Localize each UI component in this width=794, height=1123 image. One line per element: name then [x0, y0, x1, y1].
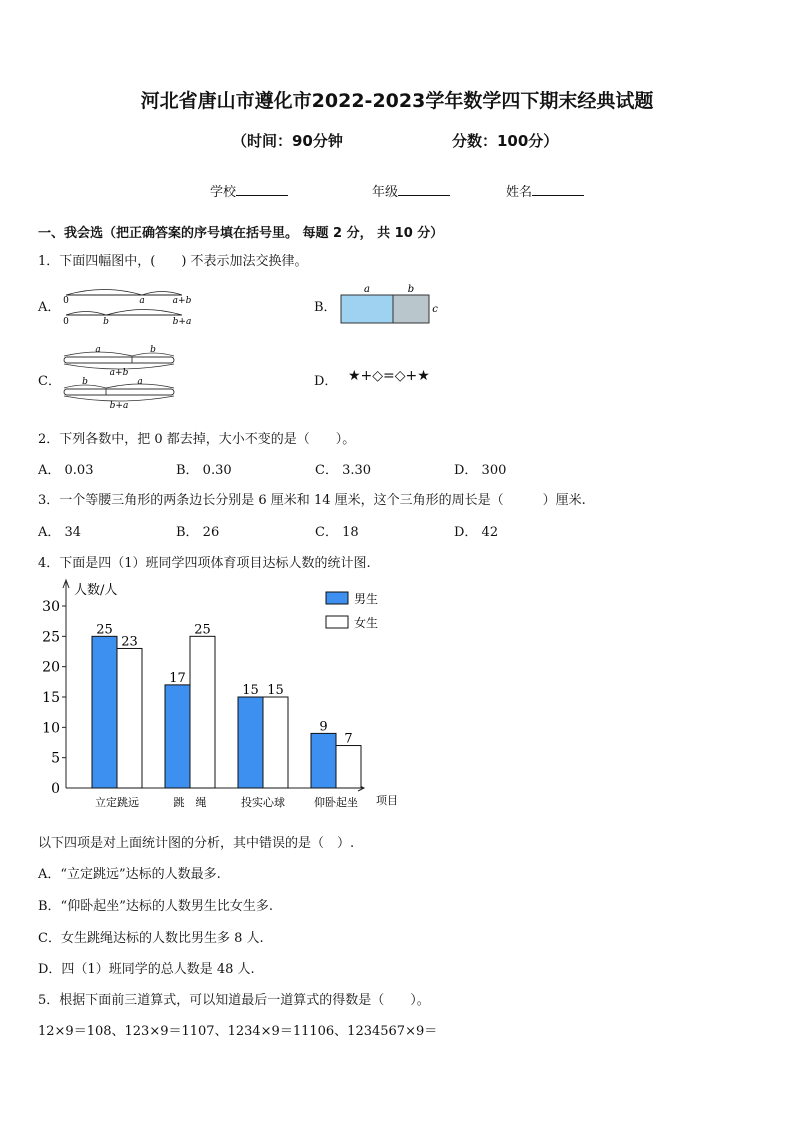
q4-option-c[interactable]: C．女生跳绳达标的人数比男生多 8 人.: [38, 931, 264, 946]
q2-option-d[interactable]: D． 300: [454, 463, 507, 478]
name-blank[interactable]: [532, 183, 584, 196]
school-field: [210, 181, 288, 200]
q5-expression: 12×9＝108、123×9＝1107、1234×9＝11106、1234567×9＝: [38, 1024, 438, 1039]
c-bottom-b: b: [82, 377, 88, 387]
bar-value-label: 25: [194, 622, 211, 638]
bar-value-label: 15: [267, 683, 284, 698]
q4-option-d[interactable]: D．四（1）班同学的总人数是 48 人.: [38, 962, 255, 977]
q1-diagram-a: [60, 282, 200, 328]
x-axis-label: 项目: [376, 794, 398, 807]
school-label: 学校: [210, 185, 237, 200]
q2-stem: 2．下列各数中，把 0 都去掉，大小不变的是（ ）。: [38, 432, 356, 447]
chart-bars: [92, 636, 361, 788]
bar-value-label: 7: [344, 731, 353, 747]
legend-swatch: [326, 592, 348, 604]
y-tick-label: 20: [42, 659, 60, 676]
y-tick-label: 10: [42, 720, 60, 737]
exam-title: 河北省唐山市遵化市2022-2023学年数学四下期末经典试题: [140, 90, 654, 112]
y-axis-label: 人数/人: [74, 583, 118, 598]
a-bottom-sum: b+a: [172, 317, 192, 327]
q3-option-d[interactable]: D． 42: [454, 525, 499, 540]
y-tick-label: 15: [42, 690, 60, 706]
q1-stem: 1．下面四幅图中，( ) 不表示加法交换律。: [38, 254, 308, 269]
c-bottom-sum: b+a: [109, 401, 129, 411]
grade-field: [372, 181, 450, 200]
category-label: 立定跳远: [95, 796, 139, 809]
category-label: 投实心球: [241, 796, 285, 809]
q1-diagram-c: [60, 342, 184, 414]
q5-stem: 5．根据下面前三道算式，可以知道最后一道算式的得数是（ ）。: [38, 993, 430, 1008]
bar: [190, 636, 215, 788]
q1-option-d-formula: ★+◇=◇+★: [348, 368, 430, 384]
y-tick-label: 0: [51, 781, 60, 797]
exam-score: 分数：100分）: [452, 132, 559, 150]
q1-label-d: D．: [314, 374, 338, 389]
bar-value-label: 25: [96, 622, 113, 638]
bar-value-label: 17: [169, 670, 186, 686]
q2-option-a[interactable]: A． 0.03: [38, 463, 94, 478]
y-tick-label: 25: [42, 629, 60, 646]
q4-option-a[interactable]: A．“立定跳远”达标的人数最多.: [38, 867, 221, 882]
q1-label-c: C．: [38, 374, 61, 389]
q2-option-b[interactable]: B． 0.30: [176, 463, 232, 478]
bar-value-label: 9: [319, 719, 328, 735]
exam-time: （时间：90分钟: [232, 132, 343, 150]
grade-label: 年级: [372, 185, 399, 200]
bar: [238, 697, 263, 788]
b-label-b: b: [407, 284, 415, 295]
legend-label: 女生: [354, 616, 379, 630]
q4-option-b[interactable]: B．“仰卧起坐”达标的人数男生比女生多.: [38, 899, 273, 914]
bar: [336, 746, 361, 788]
q4-question: 以下四项是对上面统计图的分析，其中错误的是（ ）.: [38, 836, 355, 851]
bar-chart: [30, 572, 420, 818]
q1-label-a: A．: [38, 300, 61, 315]
category-label: 仰卧起坐: [314, 796, 358, 809]
q4-stem: 4．下面是四（1）班同学四项体育项目达标人数的统计图.: [38, 556, 371, 571]
category-label: 跳 绳: [173, 796, 207, 809]
q3-option-a[interactable]: A． 34: [38, 525, 82, 540]
name-field: [506, 181, 584, 200]
school-blank[interactable]: [236, 183, 288, 196]
bar-value-label: 23: [121, 634, 138, 650]
a-top-a: a: [139, 296, 145, 306]
q2-option-c[interactable]: C． 3.30: [315, 463, 372, 478]
q3-stem: 3．一个等腰三角形的两条边长分别是 6 厘米和 14 厘米，这个三角形的周长是（ ）厘米.: [38, 493, 586, 508]
bar: [311, 733, 336, 788]
bar: [117, 648, 142, 788]
c-top-b: b: [150, 345, 156, 355]
bar: [92, 636, 117, 788]
section-heading: 一、我会选（把正确答案的序号填在括号里。 每题 2 分， 共 10 分）: [38, 226, 444, 241]
b-label-c: c: [432, 304, 438, 315]
q1-diagram-b: [336, 282, 446, 328]
name-label: 姓名: [506, 185, 533, 200]
legend-label: 男生: [354, 592, 379, 606]
q3-option-b[interactable]: B． 26: [176, 525, 220, 540]
c-top-a: a: [95, 345, 101, 355]
c-bottom-a: a: [137, 377, 143, 387]
chart-legend: [326, 591, 378, 630]
a-top-sum: a+b: [172, 296, 192, 306]
bar: [165, 685, 190, 788]
q1-label-b: B．: [314, 300, 337, 315]
y-tick-label: 30: [42, 599, 60, 615]
b-label-a: a: [364, 284, 370, 295]
legend-swatch: [326, 616, 348, 628]
grade-blank[interactable]: [398, 183, 450, 196]
c-top-sum: a+b: [109, 368, 129, 378]
a-bottom-0: 0: [63, 317, 69, 327]
bar-value-label: 15: [242, 683, 259, 698]
q3-option-c[interactable]: C． 18: [315, 525, 359, 540]
bar: [263, 697, 288, 788]
y-tick-label: 5: [51, 750, 60, 767]
a-bottom-b: b: [103, 317, 109, 327]
a-top-0: 0: [63, 296, 69, 306]
